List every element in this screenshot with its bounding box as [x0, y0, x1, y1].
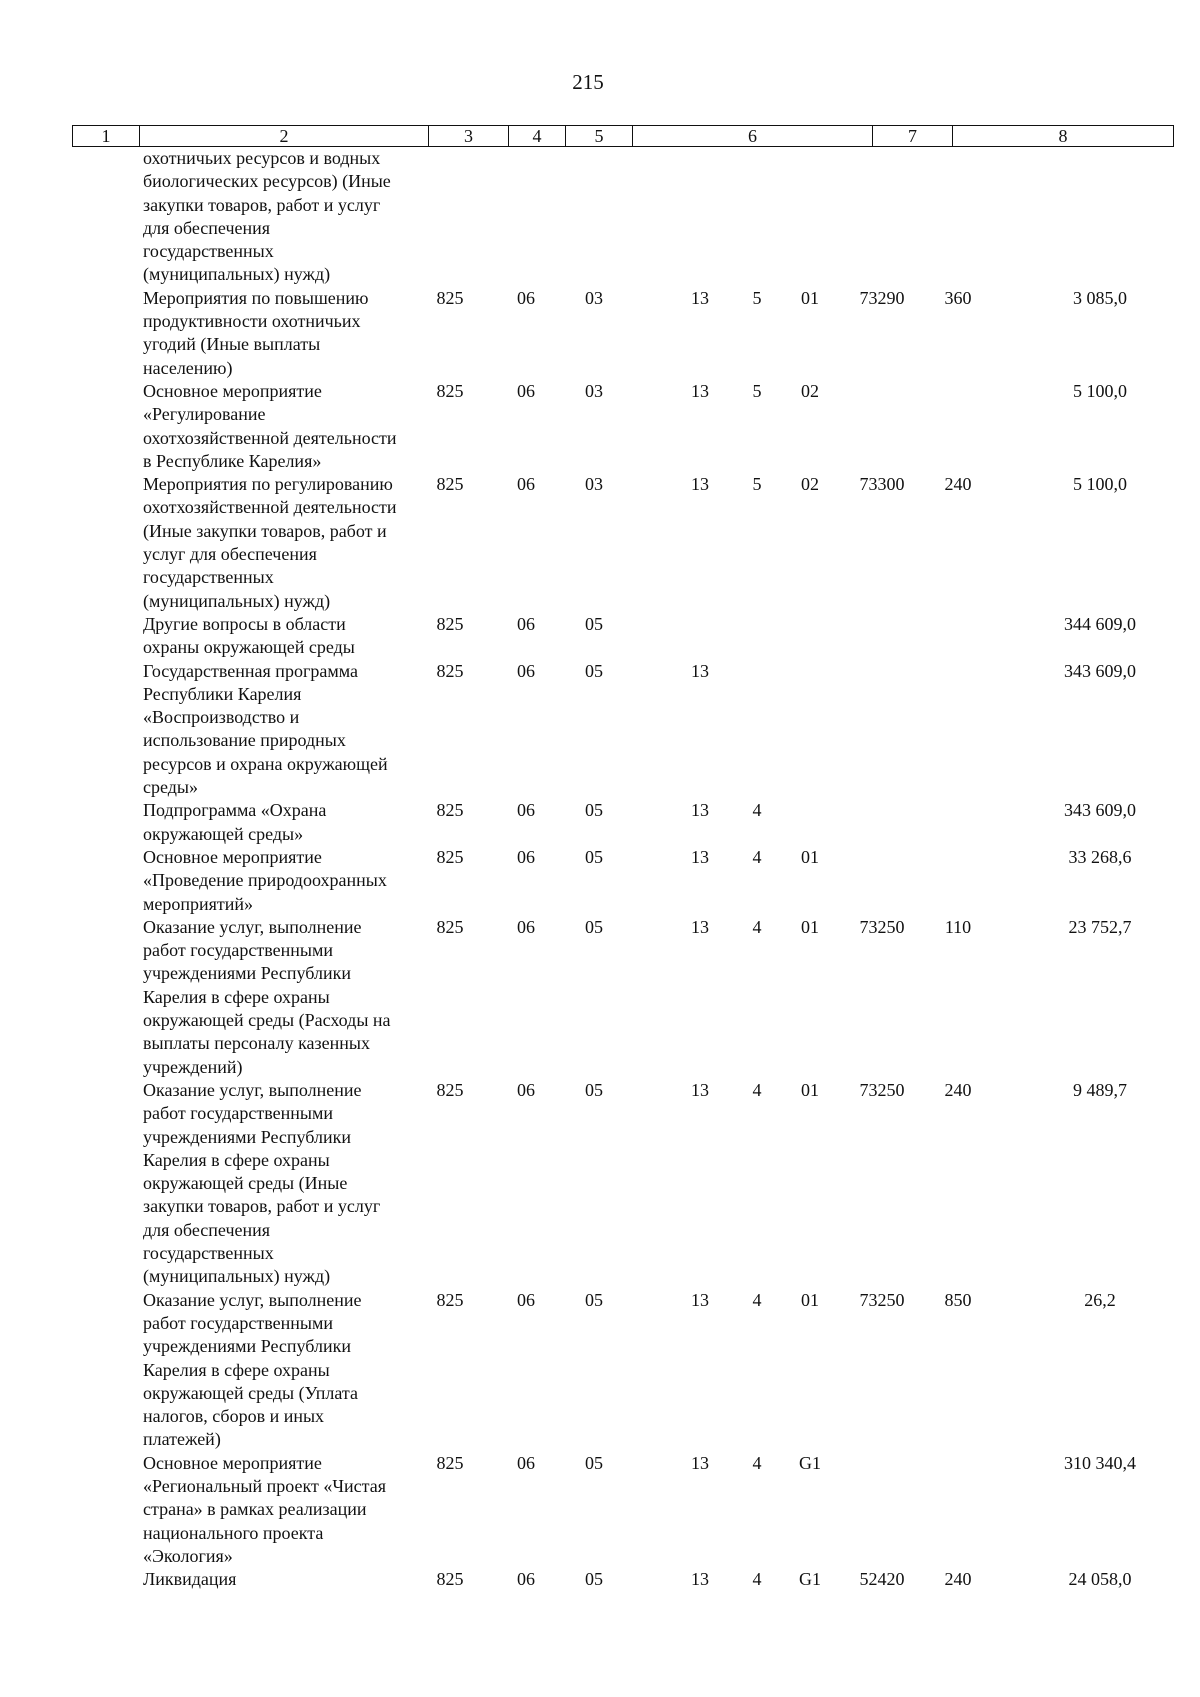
row-value-c6a: 13 [691, 1080, 709, 1100]
row-name: Оказание услуг, выполнение работ государственными учреждениями Республики Карелия в сфере охраны окружающей среды (Расходы на выплаты персоналу казенных учреждений) [143, 916, 391, 1077]
row-value-c5: 05 [585, 660, 603, 681]
row-value-c8: 343 609,0 [1064, 660, 1136, 681]
row-value-c6a: 13 [691, 1289, 709, 1310]
row-value-c6b: 4 [752, 1452, 762, 1473]
row-value-c6b: 4 [752, 847, 762, 867]
row-value-c8: 33 268,6 [1068, 847, 1132, 867]
table-row [0, 1452, 1176, 1569]
row-value-c7: 240 [944, 474, 972, 495]
table-row [0, 1079, 1176, 1289]
row-value-c6d: 52420 [859, 1569, 905, 1590]
row-value-c3: 825 [436, 287, 464, 308]
table-row [0, 287, 1176, 380]
row-value-c4: 06 [517, 660, 535, 681]
row-name: Другие вопросы в области охраны окружающей среды [143, 614, 355, 658]
row-value-c6c: 02 [801, 474, 819, 495]
page-number: 215 [572, 70, 604, 94]
row-value-c6a: 13 [691, 1452, 709, 1473]
row-value-c7: 240 [944, 1569, 972, 1590]
row-value-c6d: 73250 [859, 916, 905, 937]
row-value-c4: 06 [517, 847, 535, 867]
row-value-c5: 05 [585, 614, 603, 634]
table-row [0, 660, 1176, 800]
row-value-c3: 825 [436, 1289, 464, 1310]
row-value-c6a: 13 [691, 916, 709, 937]
row-name: охотничьих ресурсов и водных биологических ресурсов) (Иные закупки товаров, работ и услуг для обеспечения государственных (муниципальных) нужд) [143, 148, 391, 285]
row-value-c4: 06 [517, 1452, 535, 1473]
row-value-c8: 344 609,0 [1064, 614, 1136, 634]
table-header-row [72, 125, 1174, 147]
row-value-c5: 03 [585, 474, 603, 495]
row-name: Ликвидация [143, 1569, 237, 1590]
row-value-c6c: G1 [799, 1569, 821, 1590]
header-col-5: 5 [566, 126, 633, 146]
table-row [0, 473, 1176, 613]
row-value-c6c: 02 [801, 381, 819, 401]
row-value-c7: 850 [944, 1289, 972, 1310]
row-value-c3: 825 [436, 614, 464, 634]
row-value-c6b: 4 [752, 1080, 762, 1100]
row-value-c6b: 4 [752, 1569, 762, 1590]
row-value-c3: 825 [436, 800, 464, 821]
row-value-c5: 05 [585, 800, 603, 821]
row-value-c6c: 01 [801, 1080, 819, 1100]
row-name: Оказание услуг, выполнение работ государственными учреждениями Республики Карелия в сфере охраны окружающей среды (Уплата налогов, сборов и иных платежей) [143, 1289, 362, 1450]
row-value-c3: 825 [436, 1080, 464, 1100]
row-value-c6b: 4 [752, 916, 762, 937]
row-value-c4: 06 [517, 1569, 535, 1590]
row-value-c5: 05 [585, 1080, 603, 1100]
row-value-c8: 310 340,4 [1064, 1452, 1136, 1473]
row-value-c6a: 13 [691, 847, 709, 867]
row-value-c6b: 5 [752, 287, 762, 308]
header-col-6: 6 [633, 126, 873, 146]
row-name: Подпрограмма «Охрана окружающей среды» [143, 800, 327, 844]
row-value-c8: 5 100,0 [1073, 381, 1127, 401]
row-value-c6c: 01 [801, 847, 819, 867]
row-value-c6a: 13 [691, 287, 709, 308]
row-value-c3: 825 [436, 1569, 464, 1590]
row-value-c6b: 5 [752, 474, 762, 495]
table-row [0, 916, 1176, 1079]
row-value-c3: 825 [436, 847, 464, 867]
row-value-c6d: 73250 [859, 1080, 905, 1100]
row-value-c3: 825 [436, 474, 464, 495]
header-col-7: 7 [873, 126, 953, 146]
header-col-3: 3 [429, 126, 509, 146]
row-name: Оказание услуг, выполнение работ государственными учреждениями Республики Карелия в сфере охраны окружающей среды (Иные закупки товаров, работ и услуг для обеспечения государственных (муниципальных) нужд) [143, 1080, 381, 1287]
row-value-c4: 06 [517, 1080, 535, 1100]
row-value-c6c: 01 [801, 1289, 819, 1310]
row-value-c4: 06 [517, 916, 535, 937]
table-row [0, 846, 1176, 916]
row-value-c4: 06 [517, 800, 535, 821]
row-value-c4: 06 [517, 1289, 535, 1310]
table-row [0, 1289, 1176, 1452]
header-col-8: 8 [1058, 126, 1068, 146]
row-value-c5: 03 [585, 381, 603, 401]
row-value-c4: 06 [517, 287, 535, 308]
row-value-c8: 24 058,0 [1068, 1569, 1132, 1590]
row-value-c7: 240 [944, 1080, 972, 1100]
row-value-c5: 05 [585, 916, 603, 937]
row-value-c6c: 01 [801, 916, 819, 937]
header-col-4: 4 [509, 126, 566, 146]
row-value-c8: 5 100,0 [1073, 474, 1127, 495]
row-value-c6d: 73290 [859, 287, 905, 308]
row-value-c8: 343 609,0 [1064, 800, 1136, 821]
row-name: Основное мероприятие «Региональный проект «Чистая страна» в рамках реализации национального проекта «Экология» [143, 1452, 386, 1566]
header-col-1: 1 [73, 126, 140, 146]
row-value-c6a: 13 [691, 474, 709, 495]
row-value-c6a: 13 [691, 1569, 709, 1590]
row-value-c6a: 13 [691, 381, 709, 401]
row-value-c4: 06 [517, 474, 535, 495]
table-row [0, 1568, 1176, 1591]
row-value-c5: 05 [585, 1289, 603, 1310]
row-value-c3: 825 [436, 916, 464, 937]
row-name: Основное мероприятие «Проведение природоохранных мероприятий» [143, 847, 387, 914]
row-value-c6d: 73250 [859, 1289, 905, 1310]
budget-table [72, 125, 1174, 1590]
table-row [0, 147, 1176, 287]
row-value-c6d: 73300 [859, 474, 905, 495]
header-col-2: 2 [140, 126, 429, 146]
row-value-c8: 23 752,7 [1068, 916, 1132, 937]
row-value-c8: 3 085,0 [1073, 287, 1127, 308]
row-name: Основное мероприятие «Регулирование охотхозяйственной деятельности в Республике Карелия» [143, 381, 397, 471]
table-row [0, 380, 1176, 473]
table-row [0, 799, 1176, 846]
row-value-c6c: G1 [799, 1452, 821, 1473]
row-value-c6b: 4 [752, 1289, 762, 1310]
row-name: Государственная программа Республики Карелия «Воспроизводство и использование природных ресурсов и охрана окружающей среды» [143, 660, 388, 798]
row-value-c6b: 5 [752, 381, 762, 401]
row-value-c5: 03 [585, 287, 603, 308]
row-value-c5: 05 [585, 847, 603, 867]
row-value-c5: 05 [585, 1569, 603, 1590]
row-value-c6b: 4 [752, 800, 762, 821]
row-value-c5: 05 [585, 1452, 603, 1473]
row-value-c8: 26,2 [1084, 1289, 1116, 1310]
row-value-c4: 06 [517, 381, 535, 401]
row-value-c3: 825 [436, 381, 464, 401]
row-value-c7: 110 [944, 916, 972, 937]
row-value-c7: 360 [944, 287, 972, 308]
row-value-c6a: 13 [691, 660, 709, 681]
row-value-c6a: 13 [691, 800, 709, 821]
row-name: Мероприятия по регулированию охотхозяйственной деятельности (Иные закупки товаров, работ и услуг для обеспечения государственных (муниципальных) нужд) [143, 474, 397, 611]
row-name: Мероприятия по повышению продуктивности охотничьих угодий (Иные выплаты населению) [143, 287, 369, 378]
row-value-c4: 06 [517, 614, 535, 634]
table-row [0, 613, 1176, 660]
row-value-c8: 9 489,7 [1073, 1080, 1127, 1100]
row-value-c3: 825 [436, 1452, 464, 1473]
row-value-c3: 825 [436, 660, 464, 681]
row-value-c6c: 01 [801, 287, 819, 308]
